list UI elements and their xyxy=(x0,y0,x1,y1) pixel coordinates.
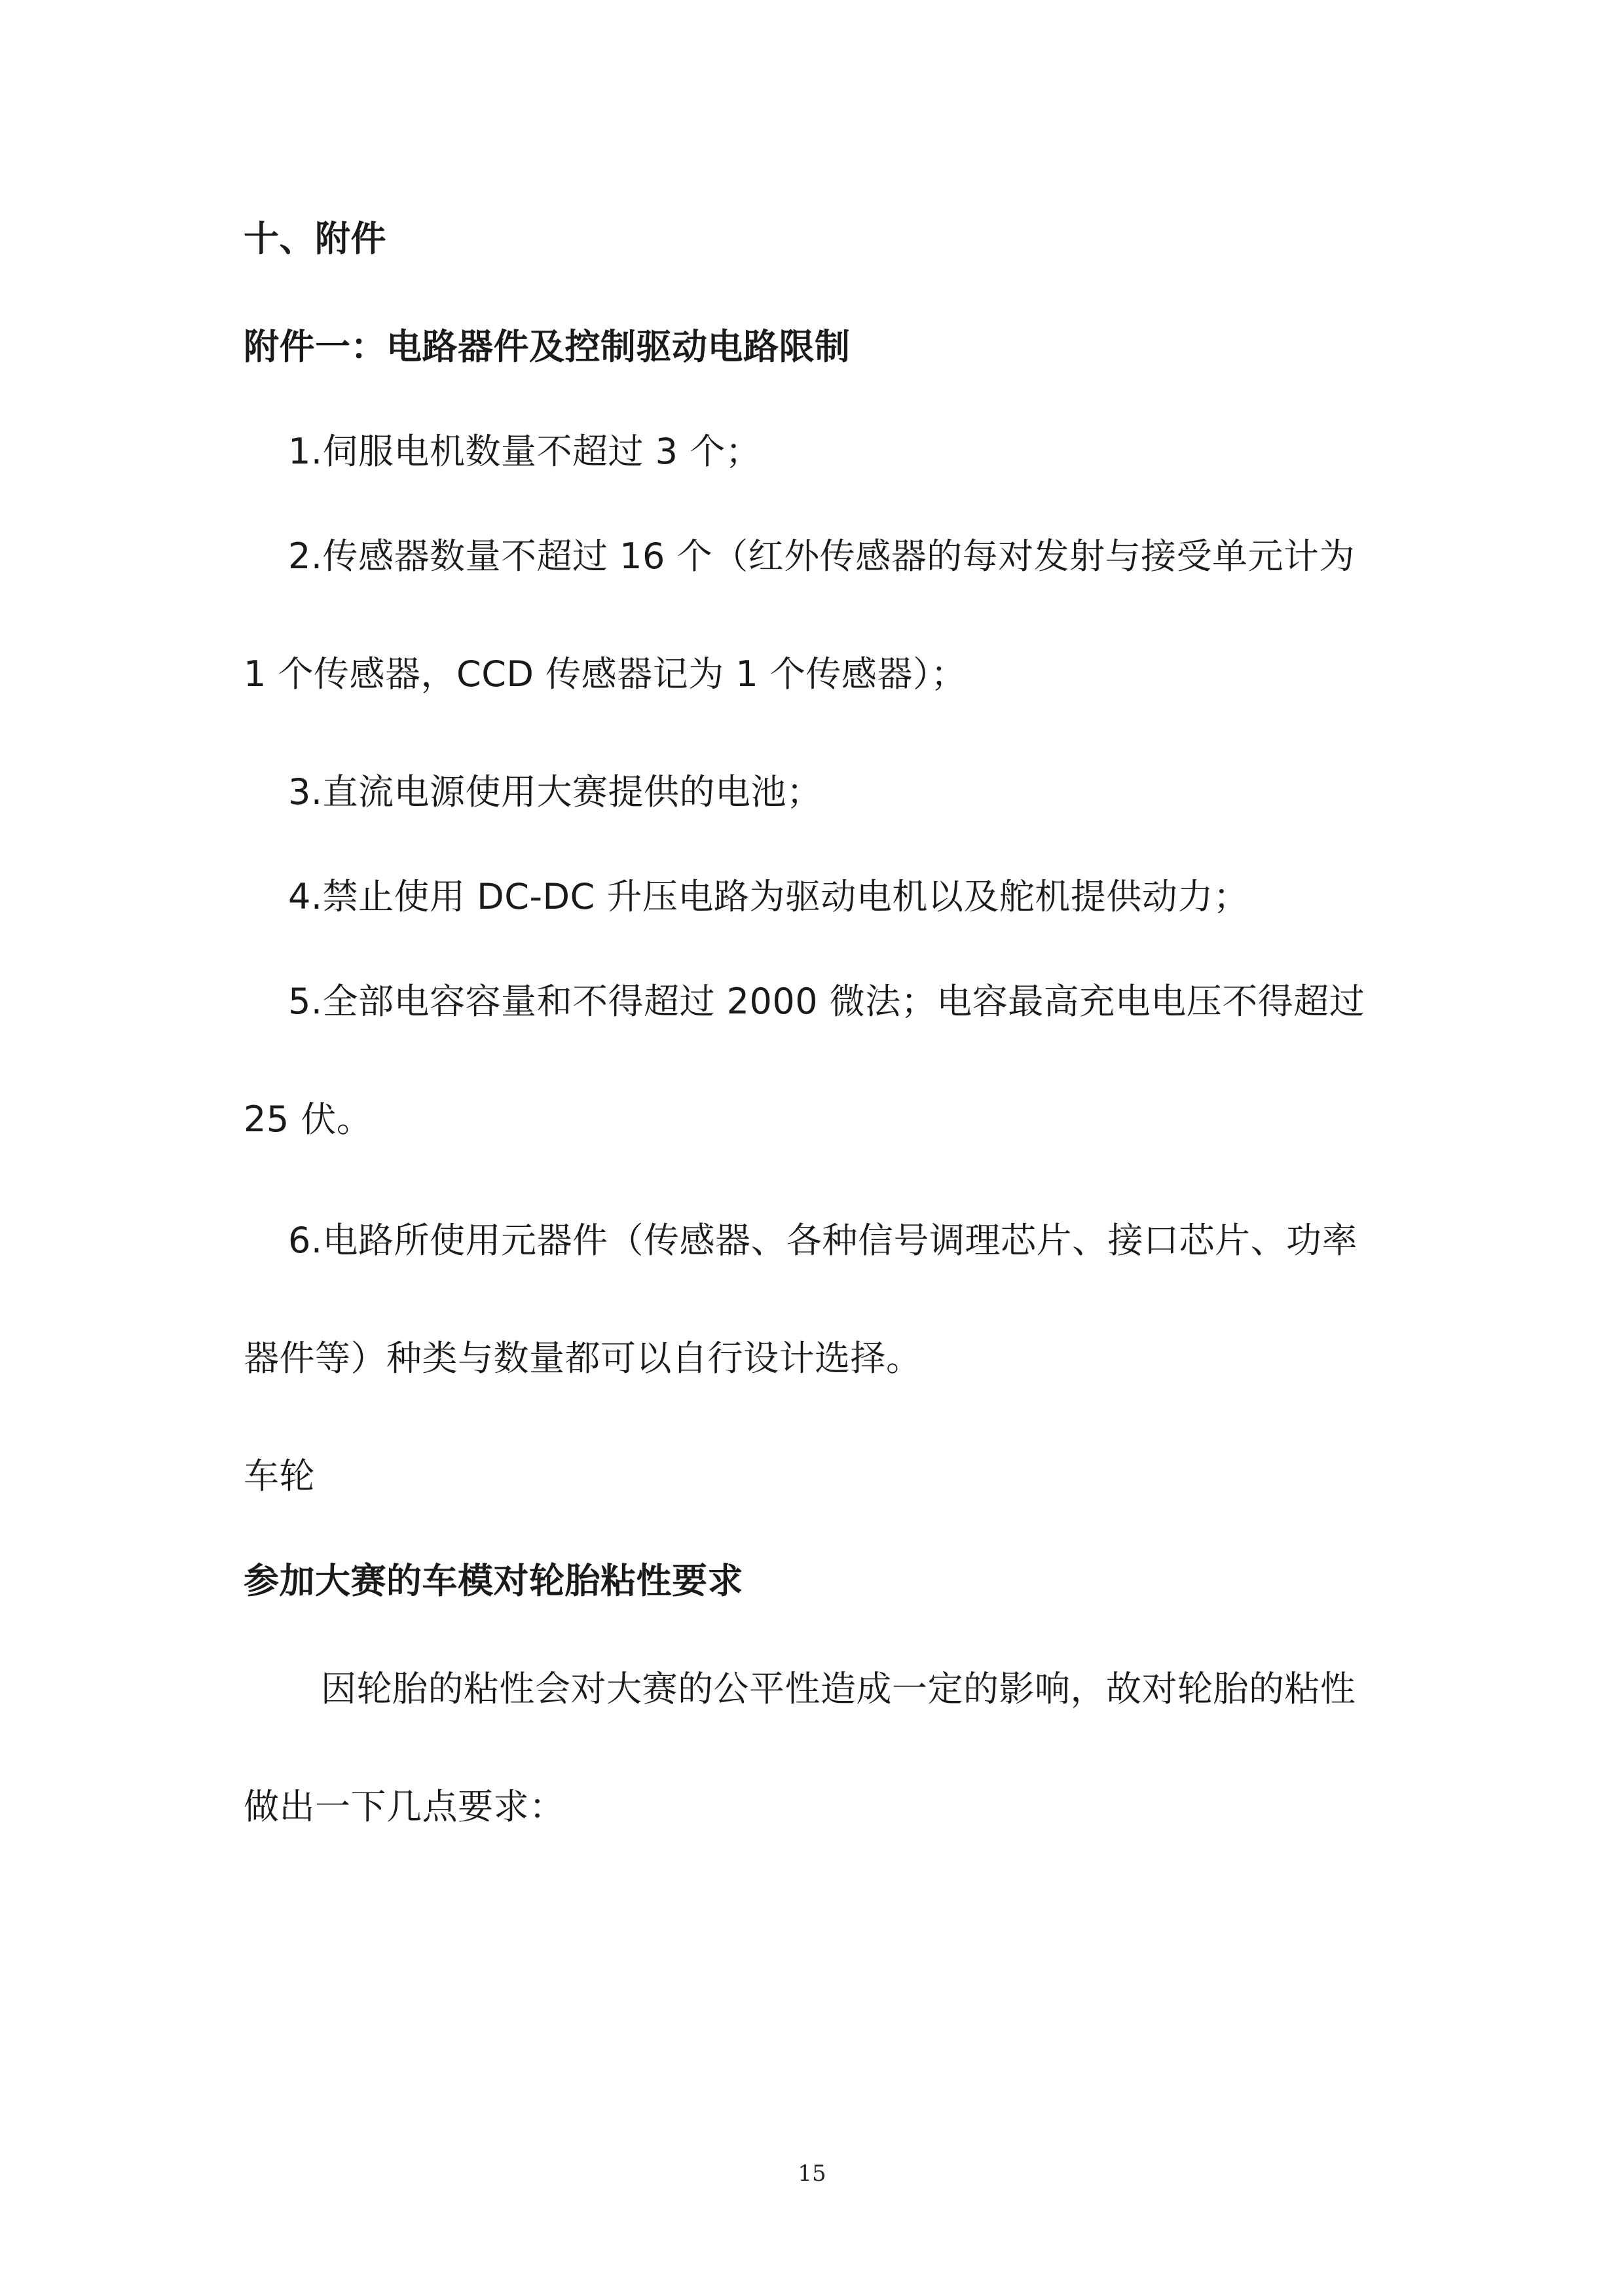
tire-paragraph-line-2: 做出一下几点要求： xyxy=(244,1786,565,1827)
wheels-heading: 车轮 xyxy=(244,1455,315,1497)
rule-5-line-2: 25 伏。 xyxy=(244,1099,373,1140)
rule-2-line-1: 2.传感器数量不超过 16 个（红外传感器的每对发射与接受单元计为 xyxy=(288,536,1356,577)
tire-paragraph-line-1: 因轮胎的粘性会对大赛的公平性造成一定的影响，故对轮胎的粘性 xyxy=(321,1668,1356,1709)
rule-4: 4.禁止使用 DC-DC 升压电路为驱动电机以及舵机提供动力； xyxy=(288,876,1249,917)
rule-1: 1.伺服电机数量不超过 3 个； xyxy=(288,431,762,472)
rule-2-line-2: 1 个传感器，CCD 传感器记为 1 个传感器）； xyxy=(244,653,967,695)
section-title: 十、附件 xyxy=(244,218,386,259)
tire-requirements-title: 参加大赛的车模对轮胎粘性要求 xyxy=(244,1560,743,1601)
attachment-title: 附件一：电路器件及控制驱动电路限制 xyxy=(244,326,851,367)
rule-5-line-1: 5.全部电容容量和不得超过 2000 微法；电容最高充电电压不得超过 xyxy=(288,981,1365,1022)
rule-3: 3.直流电源使用大赛提供的电池； xyxy=(288,771,822,812)
rule-6-line-1: 6.电路所使用元器件（传感器、各种信号调理芯片、接口芯片、功率 xyxy=(288,1220,1358,1261)
rule-6-line-2: 器件等）种类与数量都可以自行设计选择。 xyxy=(244,1338,922,1379)
page-number: 15 xyxy=(798,2160,826,2187)
